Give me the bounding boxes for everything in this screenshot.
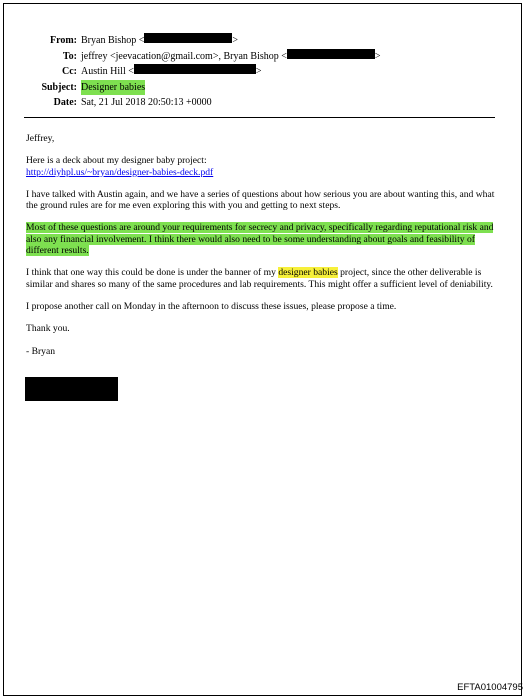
highlighted-text: Most of these questions are around your requirements for secrecy and privacy, specifically regarding reputational risk and also any financial involvement. I think there would also need to be some understanding about goals and feasibility of different results. (26, 222, 494, 257)
from-value: Bryan Bishop < (81, 35, 145, 46)
close-bracket: > (374, 50, 381, 62)
cc-label: Cc: (62, 66, 77, 77)
paragraph-deck (26, 155, 502, 178)
to-label: To: (62, 50, 77, 62)
redaction-box (134, 64, 256, 74)
banner-text-after: project, since the other deliverable is similar and shares so many of the same procedures and lab requirements. This might offer a sufficient level of deniability. (26, 267, 493, 290)
from-label: From: (49, 35, 77, 46)
header-date-row (24, 95, 381, 111)
paragraph-banner (26, 267, 502, 290)
signature-redaction-box (25, 377, 118, 401)
close-bracket: > (232, 35, 239, 46)
deck-link[interactable]: http://diyhpl.us/~bryan/designer-babies-deck.pdf (26, 166, 214, 178)
banner-text-before: I think that one way this could be done is under the banner of my (26, 267, 279, 279)
header-subject-row (24, 80, 381, 96)
subject-label: Subject: (41, 81, 77, 93)
subject-value: Designer babies (81, 80, 145, 96)
cc-value: Austin Hill < (81, 66, 134, 77)
paragraph-questions: I have talked with Austin again, and we have a series of questions about how serious you are about wanting this, and what the ground rules are for me even exploring this with you and getting to next steps. (26, 188, 495, 212)
header-to-row (24, 49, 381, 65)
header-from-row (24, 33, 381, 49)
close-bracket: > (255, 66, 262, 77)
highlighted-phrase: designer babies (278, 267, 338, 279)
paragraph-call: I propose another call on Monday in the afternoon to discuss these issues, please propose a time. (26, 300, 397, 312)
deck-intro-text: Here is a deck about my designer baby project: (26, 155, 207, 167)
date-label: Date: (53, 97, 77, 108)
email-body (26, 133, 502, 357)
header-divider (24, 117, 495, 118)
redaction-box (144, 33, 232, 43)
signoff: - Bryan (26, 345, 56, 357)
date-value: Sat, 21 Jul 2018 20:50:13 +0000 (81, 97, 212, 108)
email-header (24, 33, 381, 111)
document-id: EFTA01004795 (457, 682, 523, 693)
thanks: Thank you. (26, 323, 70, 335)
redaction-box (287, 49, 375, 59)
header-cc-row (24, 64, 381, 80)
to-value: jeffrey <jeevacation@gmail.com>, Bryan Bishop < (81, 50, 287, 62)
greeting: Jeffrey, (26, 133, 55, 144)
paragraph-secrecy (26, 222, 502, 256)
